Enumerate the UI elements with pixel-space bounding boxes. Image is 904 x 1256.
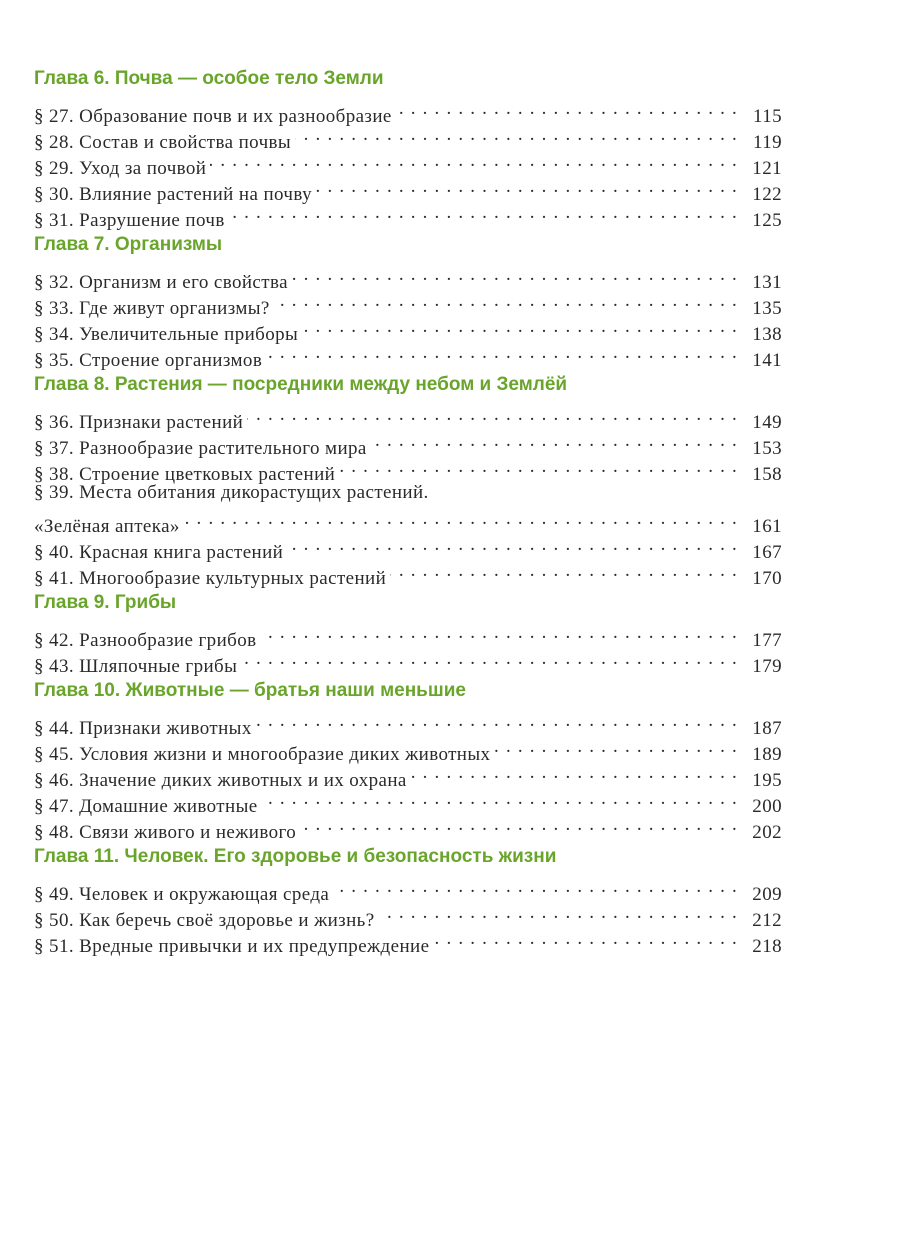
toc-entry-label: § 43. Шляпочные грибы — [34, 656, 238, 677]
page-number: 122 — [752, 184, 782, 205]
toc-entry[interactable] — [34, 262, 782, 293]
chapter-section — [34, 66, 782, 231]
dot-leader — [229, 200, 738, 226]
chapter-section — [34, 678, 782, 843]
chapter-title: Глава 7. Организмы — [34, 234, 223, 255]
page-number: 167 — [752, 542, 782, 563]
page-number: 202 — [752, 822, 782, 843]
page-number: 177 — [752, 630, 782, 651]
toc-entry-label: § 46. Значение диких животных и их охрана — [34, 770, 407, 791]
page-number: 149 — [752, 412, 782, 433]
toc-entry-label: § 32. Организм и его свойства — [34, 272, 288, 293]
toc-entry-label: § 37. Разнообразие растительного мира — [34, 438, 367, 459]
page-number: 218 — [752, 936, 782, 957]
page-number: 135 — [752, 298, 782, 319]
page-number: 189 — [752, 744, 782, 765]
toc-entry[interactable] — [34, 402, 782, 433]
page-number: 119 — [753, 132, 782, 153]
toc-entry-label: § 49. Человек и окружающая среда — [34, 884, 330, 905]
toc-entry-label: § 33. Где живут организмы? — [34, 298, 270, 319]
table-of-contents — [34, 62, 782, 957]
toc-entry-label: § 36. Признаки растений — [34, 412, 244, 433]
toc-entry-label: § 28. Состав и свойства почвы — [34, 132, 292, 153]
dot-leader — [339, 454, 738, 480]
toc-entry-label: § 35. Строение организмов — [34, 350, 263, 371]
dot-leader — [241, 646, 738, 672]
toc-entry-label: § 27. Образование почв и их разнообразие — [34, 106, 392, 127]
page-number: 115 — [753, 106, 782, 127]
page-number: 212 — [752, 910, 782, 931]
toc-entry[interactable] — [34, 620, 782, 651]
toc-entry[interactable] — [34, 96, 782, 127]
toc-entry-label: § 40. Красная книга растений — [34, 542, 284, 563]
toc-entry-label: § 29. Уход за почвой — [34, 158, 207, 179]
dot-leader — [295, 122, 738, 148]
chapter-section — [34, 232, 782, 371]
dot-leader — [260, 620, 738, 646]
dot-leader — [316, 174, 738, 200]
dot-leader — [184, 506, 738, 532]
dot-leader — [333, 874, 738, 900]
toc-entry-label: § 30. Влияние растений на почву — [34, 184, 312, 205]
chapter-section — [34, 372, 782, 589]
toc-entry-label: § 41. Многообразие культурных растений — [34, 568, 387, 589]
chapter-section — [34, 590, 782, 677]
toc-entry-label: § 34. Увеличительные приборы — [34, 324, 299, 345]
chapter-title: Глава 6. Почва — особое тело Земли — [34, 68, 384, 89]
toc-entry[interactable] — [34, 506, 782, 537]
dot-leader — [379, 900, 738, 926]
toc-entry-label: § 38. Строение цветковых растений — [34, 464, 336, 485]
page-number: 138 — [752, 324, 782, 345]
toc-entry-label: § 50. Как беречь своё здоровье и жизнь? — [34, 910, 375, 931]
chapter-title: Глава 8. Растения — посредники между небом и Землёй — [34, 374, 568, 395]
page-number: 153 — [752, 438, 782, 459]
page-number: 209 — [752, 884, 782, 905]
toc-entry-label: § 51. Вредные привычки и их предупреждение — [34, 936, 430, 957]
page-number: 161 — [752, 516, 782, 537]
dot-leader — [287, 532, 738, 558]
page-number: 187 — [752, 718, 782, 739]
dot-leader — [266, 340, 738, 366]
dot-leader — [390, 558, 738, 584]
dot-leader — [371, 428, 738, 454]
chapter-title: Глава 9. Грибы — [34, 592, 177, 613]
page-number: 195 — [752, 770, 782, 791]
toc-entry-label: § 45. Условия жизни и многообразие диких животных — [34, 744, 491, 765]
page-number: 141 — [752, 350, 782, 371]
chapter-section — [34, 844, 782, 957]
dot-leader — [411, 760, 738, 786]
dot-leader — [262, 786, 738, 812]
page-number: 121 — [752, 158, 782, 179]
page-number: 200 — [752, 796, 782, 817]
page-number: 125 — [752, 210, 782, 231]
page-number: 179 — [752, 656, 782, 677]
dot-leader — [274, 288, 738, 314]
toc-entry-continuation: «Зелёная аптека» — [34, 516, 180, 537]
dot-leader — [300, 812, 738, 838]
dot-leader — [302, 314, 738, 340]
toc-entry[interactable] — [34, 874, 782, 905]
dot-leader — [396, 96, 738, 122]
dot-leader — [433, 926, 738, 952]
toc-entry-label: § 31. Разрушение почв — [34, 210, 225, 231]
chapter-title: Глава 11. Человек. Его здоровье и безопасность жизни — [34, 846, 557, 867]
toc-entry-label: § 42. Разнообразие грибов — [34, 630, 257, 651]
toc-entry-label: § 48. Связи живого и неживого — [34, 822, 297, 843]
chapter-title: Глава 10. Животные — братья наши меньшие — [34, 680, 466, 701]
page-number: 170 — [752, 568, 782, 589]
dot-leader — [256, 708, 738, 734]
toc-entry[interactable] — [34, 708, 782, 739]
page-number: 158 — [752, 464, 782, 485]
page-number: 131 — [752, 272, 782, 293]
dot-leader — [494, 734, 738, 760]
toc-entry-label: § 39. Места обитания дикорастущих растений. — [34, 482, 429, 503]
dot-leader — [247, 402, 738, 428]
toc-entry-label: § 44. Признаки животных — [34, 718, 252, 739]
dot-leader — [210, 148, 738, 174]
dot-leader — [292, 262, 738, 288]
toc-entry-label: § 47. Домашние животные — [34, 796, 258, 817]
